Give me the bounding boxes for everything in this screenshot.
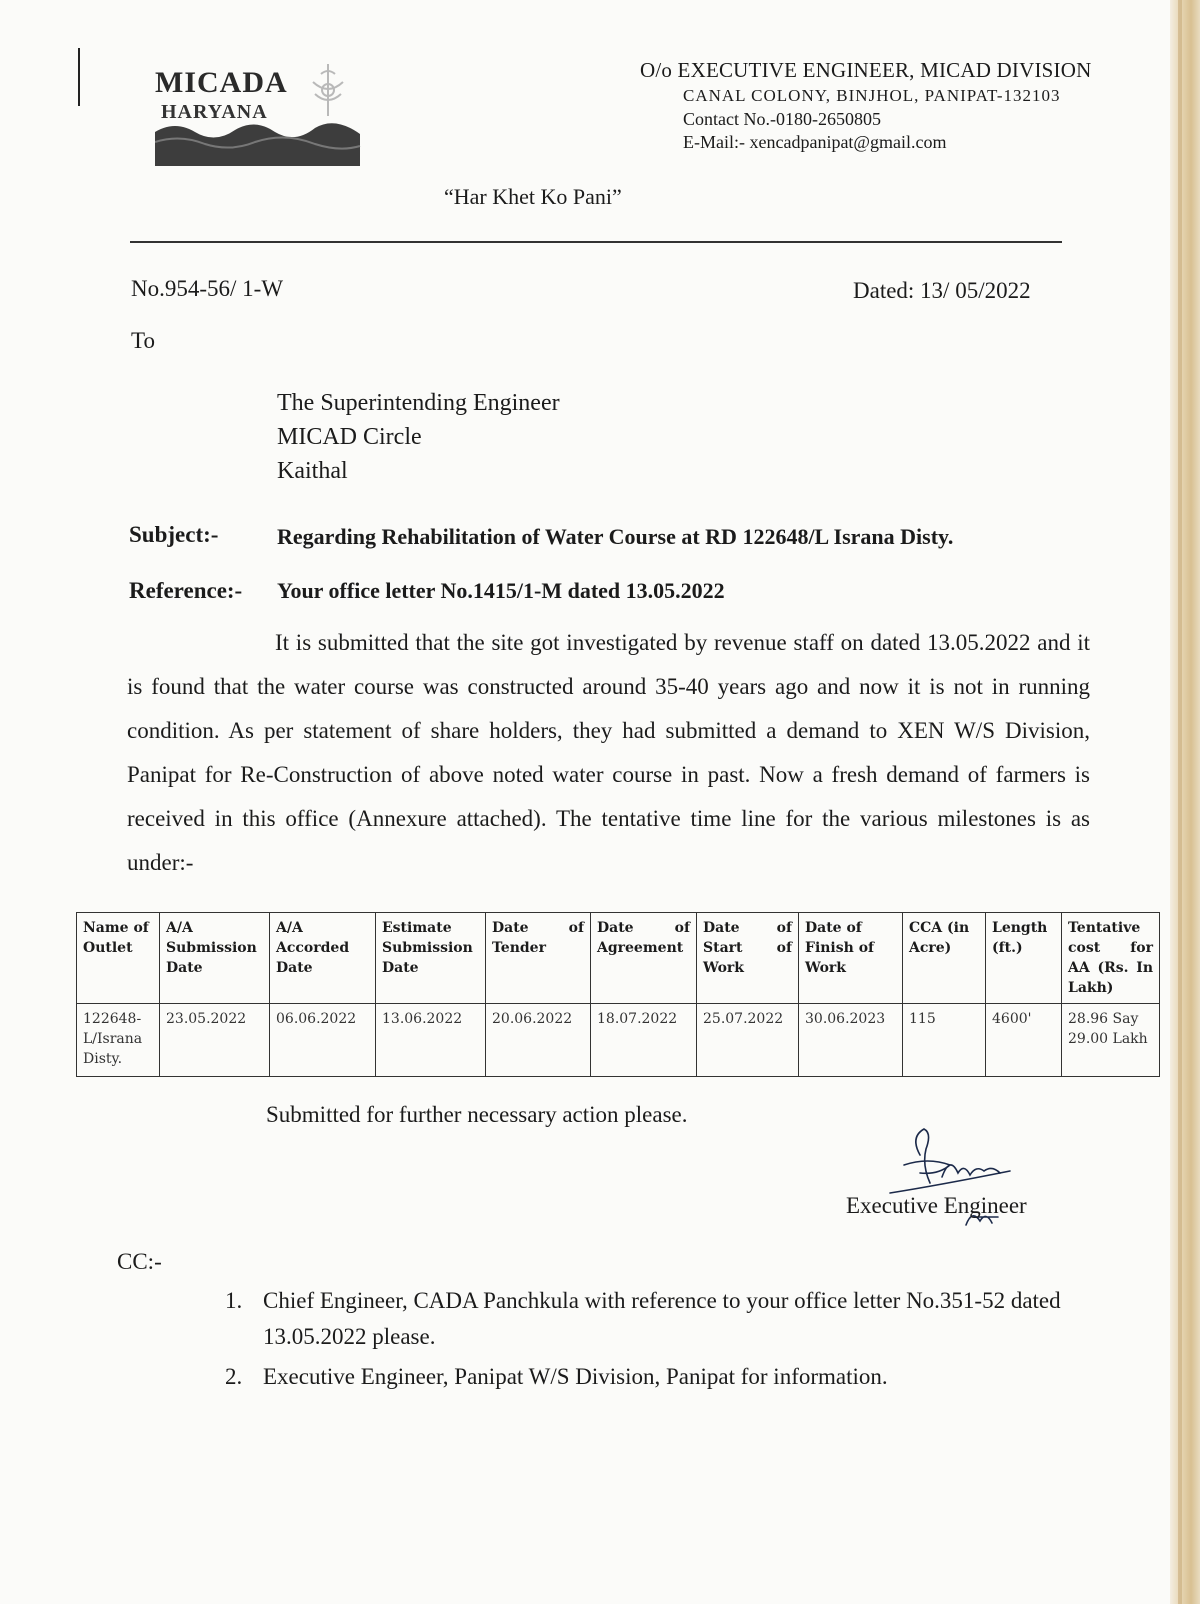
cc-item-number: 1. [225, 1288, 243, 1313]
table-cell: 115 [903, 1004, 986, 1077]
scan-mark [78, 48, 80, 106]
paper-edge [1170, 0, 1200, 1604]
table-cell: 4600' [986, 1004, 1062, 1077]
table-cell: 20.06.2022 [486, 1004, 591, 1077]
table-cell: 13.06.2022 [376, 1004, 486, 1077]
office-contact: Contact No.-0180-2650805 [683, 109, 881, 129]
cc-list [225, 1283, 1095, 1395]
table-cell: 30.06.2023 [799, 1004, 903, 1077]
letter-date: Dated: 13/ 05/2022 [853, 278, 1031, 303]
addressee-line: The Superintending Engineer [277, 390, 560, 416]
table-header-row [77, 913, 1160, 1004]
paper-edge-shadow [1178, 0, 1182, 1604]
addressee-line: MICAD Circle [277, 424, 422, 450]
cc-item [225, 1283, 1095, 1355]
table-header-cell: Date of Finish of Work [799, 913, 903, 1004]
emblem-icon [303, 62, 353, 118]
table-header-cell: Date of Start of Work [697, 913, 799, 1004]
reference-text: Your office letter No.1415/1-M dated 13.05.2022 [277, 578, 725, 603]
cc-item-text: Chief Engineer, CADA Panchkula with reference to your office letter No.351-52 dated 13.05.2022 please. [263, 1288, 1061, 1349]
reference-label: Reference:- [129, 578, 243, 603]
cc-item [225, 1359, 1095, 1395]
slogan: “Har Khet Ko Pani” [444, 184, 622, 209]
cc-label: CC:- [117, 1249, 162, 1274]
body-paragraph: It is submitted that the site got investigated by revenue staff on dated 13.05.2022 and it is found that the water course was constructed around 35-40 years ago and now it is not in running condition. As per statement of share holders, they had submitted a demand to XEN W/S Division, Panipat for Re-Construction of above noted water course in past. Now a fresh demand of farmers is received in this office (Annexure attached). The tentative time line for the various milestones is as under:- [127, 630, 1090, 875]
logo-subtitle: HARYANA [161, 101, 268, 123]
letter-reference-number: No.954-56/ 1-W [131, 276, 284, 301]
table-cell: 06.06.2022 [270, 1004, 376, 1077]
milestone-table [76, 912, 1160, 1077]
table-cell: 25.07.2022 [697, 1004, 799, 1077]
table-row [77, 1004, 1160, 1077]
subject-label: Subject:- [129, 522, 219, 547]
office-address-block [640, 58, 1160, 153]
table-header-cell: Name of Outlet [77, 913, 160, 1004]
table-cell: 28.96 Say 29.00 Lakh [1062, 1004, 1160, 1077]
table-cell: 23.05.2022 [160, 1004, 270, 1077]
table-header-cell: CCA (in Acre) [903, 913, 986, 1004]
table-header-cell: A/A Submission Date [160, 913, 270, 1004]
table-header-cell: Length (ft.) [986, 913, 1062, 1004]
table-header-cell: Date of Tender [486, 913, 591, 1004]
header-divider [130, 241, 1062, 243]
cc-item-text: Executive Engineer, Panipat W/S Division, Panipat for information. [263, 1364, 888, 1389]
wave-graphic-icon [155, 122, 365, 166]
table-header-cell: Date of Agreement [591, 913, 697, 1004]
table-header-cell: Estimate Submission Date [376, 913, 486, 1004]
table-header-cell: A/A Accorded Date [270, 913, 376, 1004]
office-address: CANAL COLONY, BINJHOL, PANIPAT-132103 [683, 86, 1061, 105]
addressee-line: Kaithal [277, 458, 348, 484]
office-name: O/o EXECUTIVE ENGINEER, MICAD DIVISION [640, 58, 1092, 82]
addressee-block [277, 386, 560, 488]
closing-line: Submitted for further necessary action please. [266, 1102, 688, 1127]
signature-icon [880, 1125, 1040, 1245]
logo-title: MICADA [155, 66, 288, 99]
cc-item-number: 2. [225, 1364, 243, 1389]
table-cell: 122648-L/Israna Disty. [77, 1004, 160, 1077]
office-email: E-Mail:- xencadpanipat@gmail.com [683, 132, 947, 152]
table-cell: 18.07.2022 [591, 1004, 697, 1077]
table-header-cell: Tentative cost for AA (Rs. In Lakh) [1062, 913, 1160, 1004]
micada-logo [155, 62, 375, 164]
signatory-designation: Executive Engineer [846, 1193, 1027, 1218]
subject-text: Regarding Rehabilitation of Water Course at RD 122648/L Israna Disty. [277, 524, 954, 549]
to-label: To [131, 328, 155, 353]
